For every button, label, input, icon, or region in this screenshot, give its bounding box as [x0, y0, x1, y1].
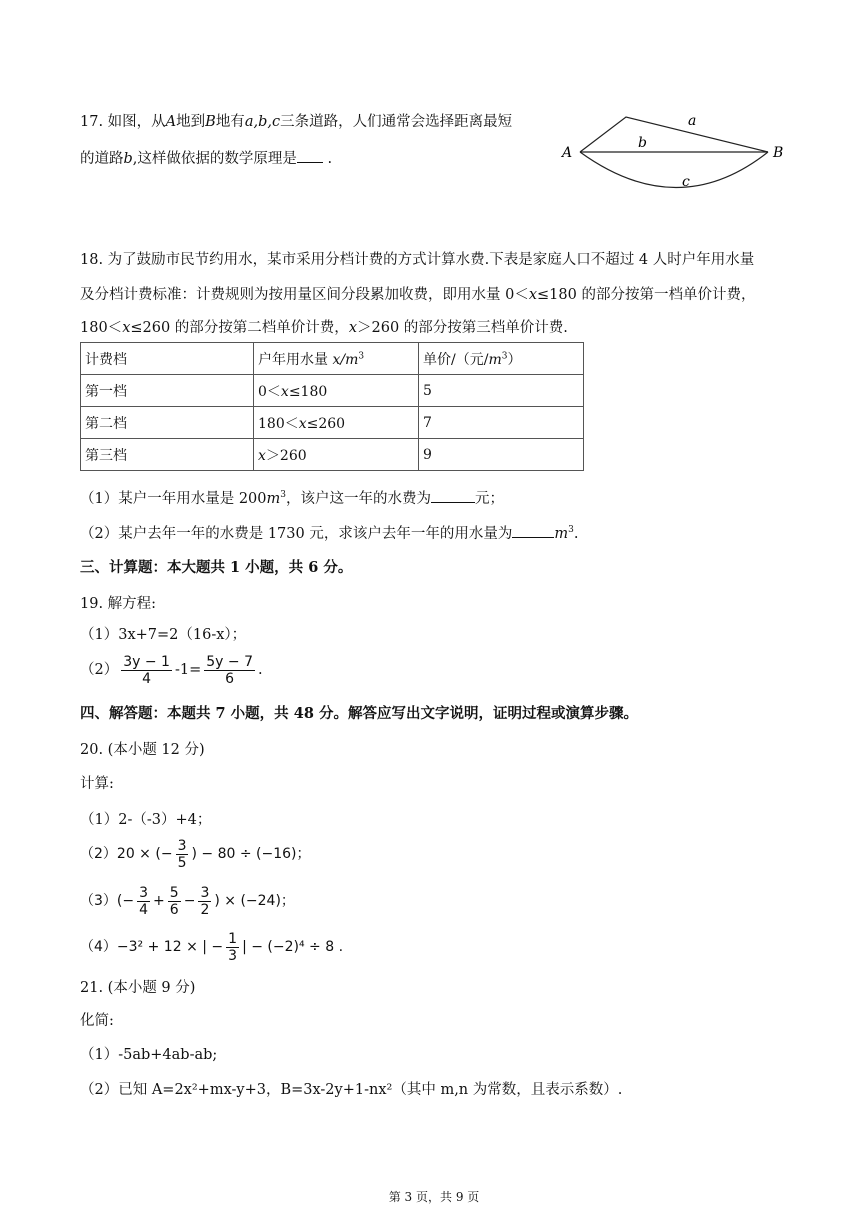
q17-line2: 的道路b,这样做依据的数学原理是 .: [80, 148, 332, 169]
road-a-label: a: [688, 113, 697, 129]
point-B-label: B: [773, 145, 784, 161]
answer-blank[interactable]: [297, 148, 323, 163]
fraction: $\frac{5y - 7}{6}$: [206, 653, 253, 687]
q20-part4: （4）−3² + 12 × | − $\frac{1}{3}$ | − (−2)⁴ ÷ 8 .: [80, 930, 344, 964]
q21-title: 21. (本小题 9 分): [80, 980, 196, 996]
q17-line1: 17. 如图，从A地到B地有a,b,c三条道路，人们通常会选择距离最短: [80, 114, 513, 130]
q21-part2: （2）已知 A=2x²+mx-y+3，B=3x-2y+1-nx²（其中 m,n 为常数，且表示系数）.: [80, 1082, 623, 1098]
road-c-label: c: [682, 174, 690, 190]
fraction: $\frac{3}{4}$: [139, 884, 149, 918]
q18-part1: （1）某户一年用水量是 $200m^3$，该户这一年的水费为 元；: [80, 488, 504, 509]
fraction: $\frac{5}{6}$: [169, 884, 179, 918]
table-cell: 第三档: [81, 439, 254, 471]
water-fee-table: [80, 342, 584, 471]
table-cell: 9: [419, 439, 584, 471]
fraction: $\frac{1}{3}$: [228, 930, 238, 964]
table-row: [81, 439, 584, 471]
table-cell: 第一档: [81, 375, 254, 407]
q19-part2: （2） $\frac{3y - 1}{4}$ -1= $\frac{5y - 7}{6}$ .: [80, 653, 263, 687]
page-footer: 第 3 页，共 9 页: [388, 1190, 480, 1204]
table-cell: 7: [419, 407, 584, 439]
answer-blank[interactable]: [431, 488, 475, 503]
q21-part1: （1）-5ab+4ab-ab;: [80, 1047, 218, 1063]
table-header-cell: 户年用水量 $x/m^3$: [254, 343, 419, 375]
fraction: $\frac{3}{5}$: [177, 837, 187, 871]
q18-line2: 及分档计费标准：计费规则为按用量区间分段累加收费，即用水量 0＜x≤180 的部分按第一档单价计费，: [80, 287, 756, 303]
table-cell: 180＜x≤260: [254, 407, 419, 439]
q20-instruction: 计算:: [80, 776, 114, 792]
roads-figure: [558, 105, 798, 205]
q18-line3: 180＜x≤260 的部分按第二档单价计费，x＞260 的部分按第三档单价计费.: [80, 320, 568, 336]
q19-title: 19. 解方程:: [80, 596, 157, 612]
q18-part2: （2）某户去年一年的水费是 1730 元，求该户去年一年的用水量为 $m^3$.: [80, 523, 578, 544]
table-header-cell: 单价/（元$/m^3$）: [419, 343, 584, 375]
q21-instruction: 化简:: [80, 1013, 114, 1029]
section-4-heading: 四、解答题：本题共 7 小题，共 48 分。解答应写出文字说明，证明过程或演算步骤。: [80, 705, 638, 722]
q20-title: 20. (本小题 12 分): [80, 742, 205, 758]
table-header-row: [81, 343, 584, 375]
q18-line1: 18. 为了鼓励市民节约用水，某市采用分档计费的方式计算水费.下表是家庭人口不超过 4 人时户年用水量: [80, 252, 755, 268]
q20-part3: （3）(− $\frac{3}{4}$ + $\frac{5}{6}$ − $\frac{3}{2}$ ) × (−24)；: [80, 884, 295, 918]
table-cell: x＞260: [254, 439, 419, 471]
table-cell: 0＜x≤180: [254, 375, 419, 407]
table-cell: 5: [419, 375, 584, 407]
answer-blank[interactable]: [512, 523, 554, 538]
q20-part1: （1）2-（-3）+4；: [80, 812, 212, 828]
table-cell: 第二档: [81, 407, 254, 439]
section-3-heading: 三、计算题：本大题共 1 小题，共 6 分。: [80, 559, 353, 576]
q19-part1: （1）3x+7=2（16-x）；: [80, 627, 247, 643]
table-header-cell: 计费档: [81, 343, 254, 375]
table-row: [81, 375, 584, 407]
q20-part2: （2）20 × (− $\frac{3}{5}$ ) − 80 ÷ (−16)；: [80, 837, 311, 871]
road-b-label: b: [638, 135, 647, 151]
table-row: [81, 407, 584, 439]
fraction: $\frac{3}{2}$: [200, 884, 210, 918]
fraction: $\frac{3y - 1}{4}$: [123, 653, 170, 687]
point-A-label: A: [562, 145, 573, 161]
